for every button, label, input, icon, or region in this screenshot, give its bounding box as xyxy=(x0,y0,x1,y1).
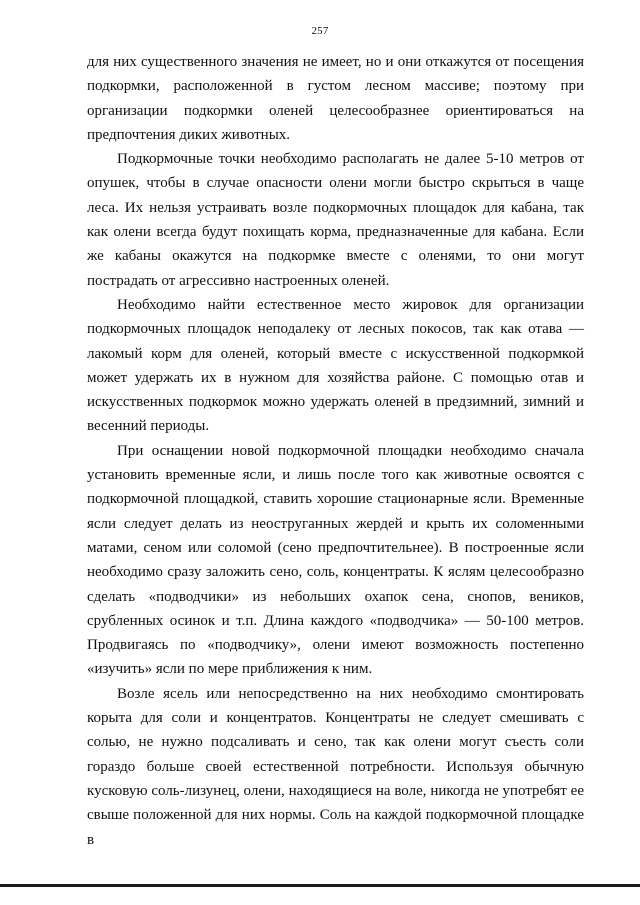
page-number: 257 xyxy=(311,25,329,37)
paragraph: При оснащении новой подкормочной площадки необходимо сначала установить временные ясли, и лишь после того как животные освоятся с подкормочной площадкой, ставить хорошие стационарные ясли. Временные ясли следует делать из неоструганных жердей и крыть их соломенными матами, сеном или соломой (сено предпочтительнее). В построенные ясли необходимо сразу заложить сено, соль, концентраты. К яслям целесообразно сделать «подводчики» из небольших охапок сена, снопов, веников, срубленных осинок и т.п. Длина каждого «подводчика» — 50-100 метров. Продвигаясь по «подводчику», олени имеют возможность постепенно «изучить» ясли по мере приближения к ним. xyxy=(87,442,584,678)
footer-rule xyxy=(0,884,640,887)
text-body xyxy=(87,50,584,852)
paragraph-continued: для них существенного значения не имеет, но и они откажутся от посещения подкормки, расположенной в густом лесном массиве; поэтому при организации подкормки оленей целесообразнее ориентироваться на предпочтения диких животных. xyxy=(87,54,584,143)
paragraph: Необходимо найти естественное место жировок для организации подкормочных площадок неподалеку от лесных покосов, так как отава — лакомый корм для оленей, который вместе с искусственной подкормкой может удержать их в нужном для хозяйства районе. С помощью отав и искусственных подкормок можно удержать оленей в предзимний, зимний и весенний периоды. xyxy=(87,296,584,435)
paragraph: Возле ясель или непосредственно на них необходимо смонтировать корыта для соли и концентратов. Концентраты не следует смешивать с солью, не нужно подсаливать и сено, так как олени могут съесть соли гораздо больше своей естественной потребности. Используя обычную кусковую соль-лизунец, олени, находящиеся на воле, никогда не употребят ее свыше положенной для них нормы. Соль на каждой подкормочной площадке в xyxy=(87,685,584,848)
paragraph: Подкормочные точки необходимо располагать не далее 5-10 метров от опушек, чтобы в случае опасности олени могли быстро скрыться в чаще леса. Их нельзя устраивать возле подкормочных площадок для кабана, так как олени всегда будут похищать корма, предназначенные для кабана. Если же кабаны окажутся на подкормке вместе с оленями, то они могут пострадать от агрессивно настроенных оленей. xyxy=(87,151,584,289)
